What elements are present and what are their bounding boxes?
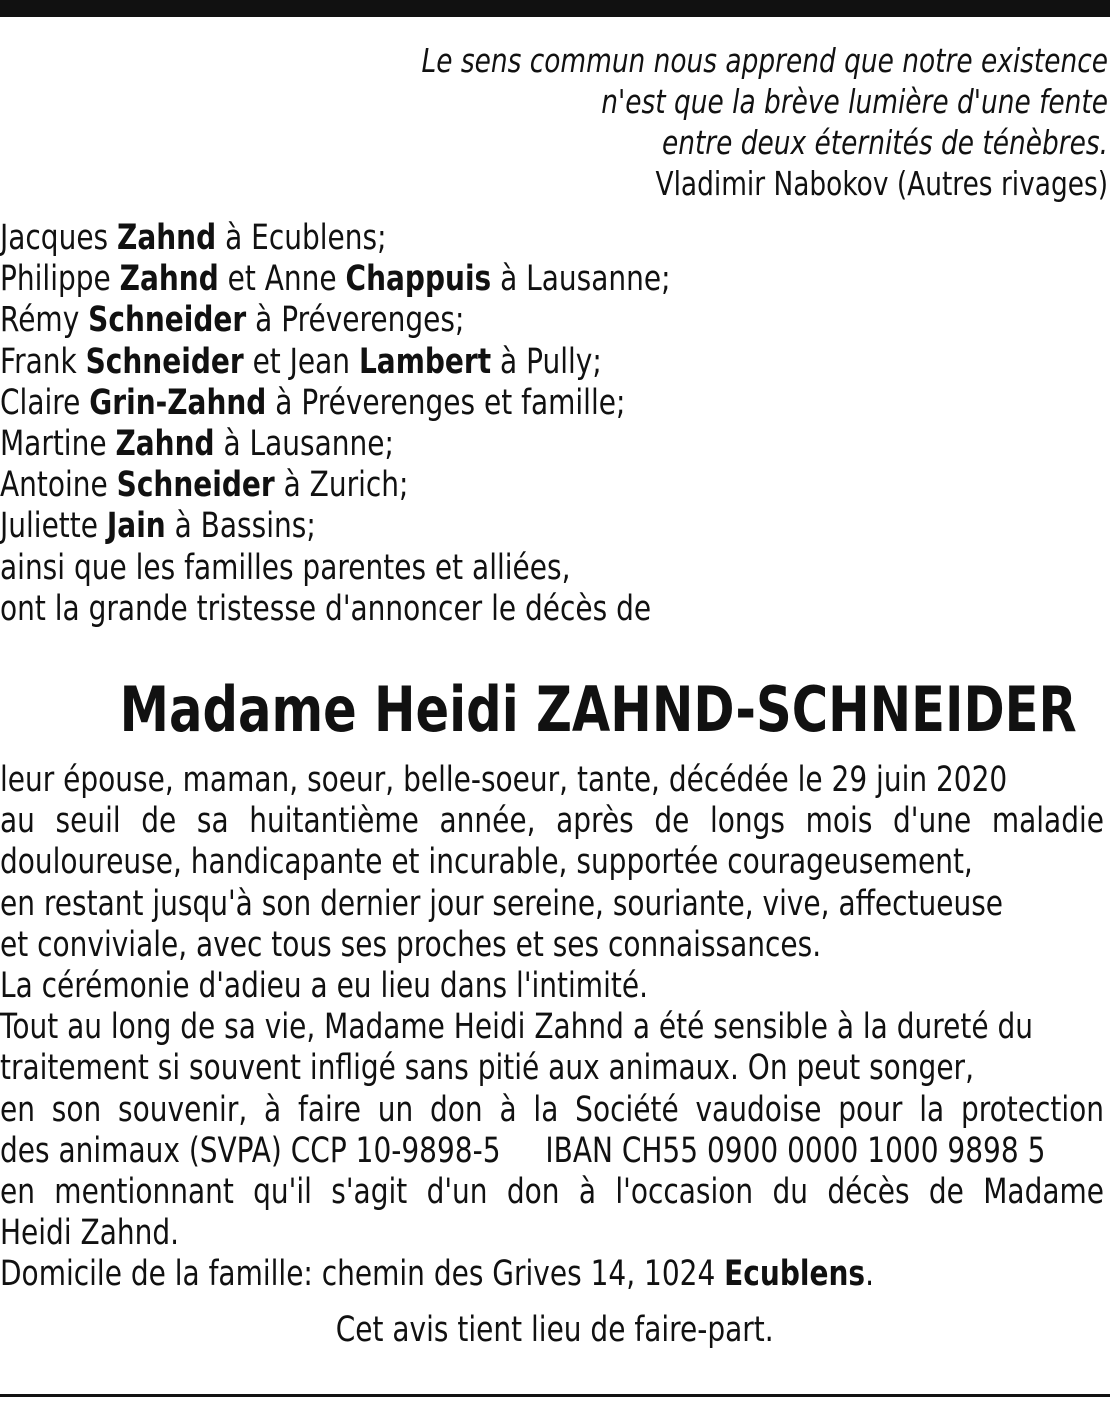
closing-line: ainsi que les familles parentes et alliées,: [0, 547, 571, 588]
family-member: Philippe Zahnd et Anne Chappuis à Lausanne;: [0, 259, 671, 300]
family-member: Jacques Zahnd à Ecublens;: [0, 218, 387, 258]
iban-number: IBAN CH55 0900 0000 1000 9898 5: [545, 1130, 1046, 1171]
body-line: douloureuse, handicapante et incurable, supportée courageusement,: [0, 842, 973, 883]
family-member: Juliette Jain à Bassins;: [0, 506, 316, 547]
notice-body: [0, 760, 1104, 1296]
family-list: [0, 218, 1040, 630]
family-member: Frank Schneider et Jean Lambert à Pully;: [0, 341, 602, 382]
top-rule: [0, 0, 1110, 17]
closing-line: ont la grande tristesse d'annoncer le décès de: [0, 588, 652, 629]
body-line: en son souvenir, à faire un don à la Société vaudoise pour la protection: [0, 1089, 1104, 1130]
body-line: Heidi Zahnd.: [0, 1213, 180, 1254]
body-line: leur épouse, maman, soeur, belle-soeur, tante, décédée le 29 juin 2020: [0, 760, 1008, 800]
quote-line: Le sens commun nous apprend que notre existence: [421, 41, 1108, 80]
body-line: traitement si souvent infligé sans pitié aux animaux. On peut songer,: [0, 1048, 974, 1089]
epigraph-quote: [388, 40, 1108, 204]
body-line: La cérémonie d'adieu a eu lieu dans l'intimité.: [0, 966, 648, 1007]
quote-line: entre deux éternités de ténèbres.: [661, 123, 1108, 162]
ccp-number: des animaux (SVPA) CCP 10-9898-5: [0, 1130, 501, 1171]
family-member: Claire Grin-Zahnd à Préverenges et famille;: [0, 382, 626, 423]
family-address: Domicile de la famille: chemin des Grives 14, 1024 Ecublens.: [0, 1254, 874, 1295]
family-member: Rémy Schneider à Préverenges;: [0, 300, 465, 341]
deceased-name: Madame Heidi ZAHND-SCHNEIDER: [119, 673, 1077, 746]
quote-line: n'est que la brève lumière d'une fente: [601, 82, 1108, 121]
body-line: et conviviale, avec tous ses proches et ses connaissances.: [0, 924, 822, 965]
donation-line: [0, 1131, 1104, 1172]
family-member: Antoine Schneider à Zurich;: [0, 465, 409, 506]
body-line: au seuil de sa huitantième année, après de longs mois d'une maladie: [0, 801, 1104, 842]
bottom-rule: [0, 1394, 1110, 1397]
body-line: en mentionnant qu'il s'agit d'un don à l'occasion du décès de Madame: [0, 1172, 1104, 1213]
body-line: Tout au long de sa vie, Madame Heidi Zahnd a été sensible à la dureté du: [0, 1007, 1033, 1048]
footer-note: Cet avis tient lieu de faire-part.: [336, 1310, 774, 1350]
body-line: en restant jusqu'à son dernier jour sereine, souriante, vive, affectueuse: [0, 883, 1004, 924]
family-member: Martine Zahnd à Lausanne;: [0, 424, 394, 465]
quote-author: Vladimir Nabokov (Autres rivages): [655, 164, 1108, 203]
